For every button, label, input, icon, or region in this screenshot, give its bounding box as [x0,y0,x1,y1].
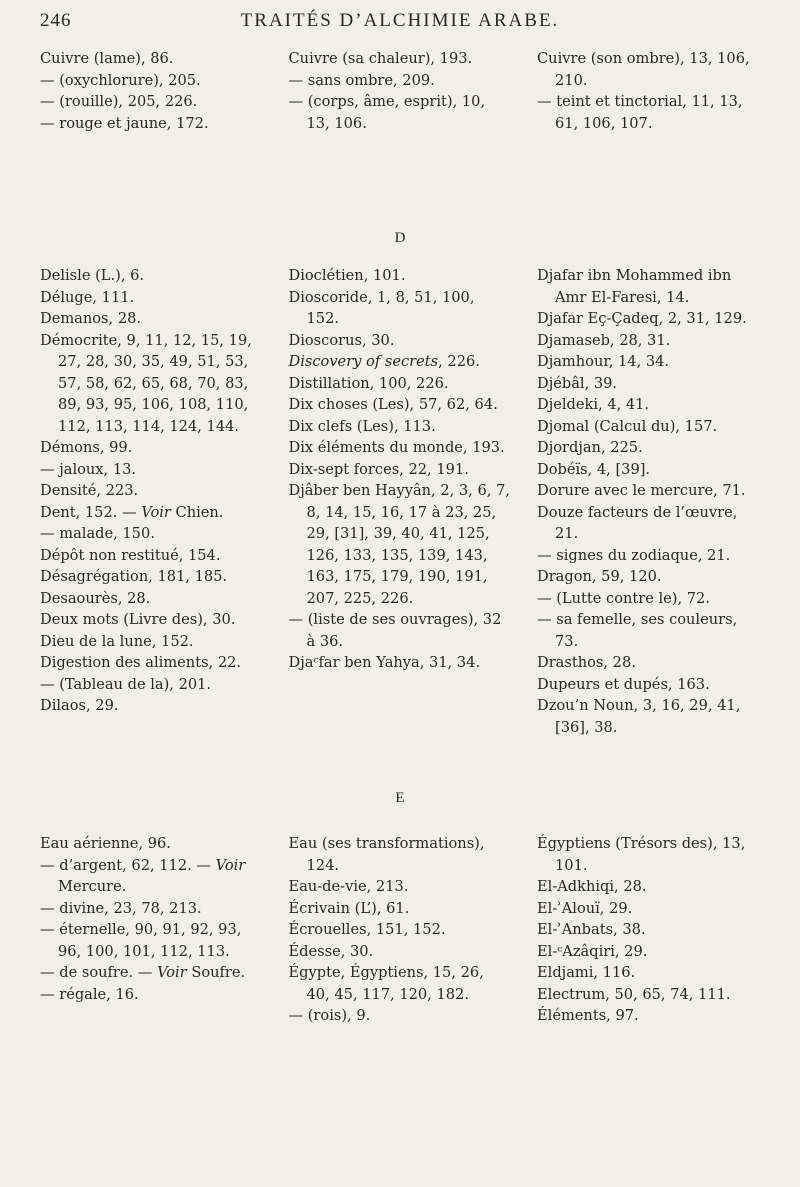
index-entry: — (rois), 9. [288,1007,371,1024]
index-entry: Digestion des aliments, 22. [40,654,242,671]
index-entry: Dioclétien, 101. [288,267,406,284]
index-entry: Dragon, 59, 120. [537,568,662,585]
section-c-continuation [40,48,760,134]
index-entry: Égyptiens (Trésors des), 13, 101. [537,835,746,874]
index-entry: Dent, 152. — Voir Chien. [40,503,224,521]
index-entry: Densité, 223. [40,482,139,499]
c-column-3 [537,48,760,134]
index-entry: Demanos, 28. [40,310,142,327]
index-entry: Eau (ses transformations), 124. [288,835,485,874]
index-entry: Dix éléments du monde, 193. [288,439,505,456]
running-title: TRAITÉS D’ALCHIMIE ARABE. [240,10,560,31]
index-entry: Cuivre (son ombre), 13, 106, 210. [537,50,750,89]
section-letter-e: E [395,790,405,806]
index-entry: — divine, 23, 78, 213. [40,899,202,917]
index-entry: Dupeurs et dupés, 163. [537,675,710,693]
section-e [40,790,760,1027]
e-column-3 [537,833,760,1027]
index-entry: Djaᶜfar ben Yahya, 31, 34. [288,654,481,671]
index-entry: Désagrégation, 181, 185. [40,568,228,585]
index-entry: Distillation, 100, 226. [288,374,449,392]
index-entry: Dix choses (Les), 57, 62, 64. [288,396,498,413]
index-entry: — (liste de ses ouvrages), 32 à 36. [288,611,502,650]
e-column-1 [40,833,263,1027]
index-entry: Djafar ibn Mohammed ibn Amr El-Faresi, 14. [537,267,732,306]
section-d [40,230,760,738]
index-entry: Dobéïs, 4, [39]. [537,460,651,478]
section-letter-d: D [394,230,406,246]
index-entry: El-ʾAnbats, 38. [537,921,646,938]
index-entry: Delisle (L.), 6. [40,267,145,284]
index-entry: — (corps, âme, esprit), 10, 13, 106. [288,93,486,132]
index-entry: Dilaos, 29. [40,697,119,714]
index-entry: — rouge et jaune, 172. [40,114,209,132]
index-entry: Douze facteurs de l’œuvre, 21. [537,503,738,542]
index-entry: Déluge, 111. [40,288,135,306]
index-entry: — sans ombre, 209. [288,71,435,89]
index-entry: — d’argent, 62, 112. — Voir Mercure. [40,856,246,895]
index-entry: Écrouelles, 151, 152. [288,921,446,938]
index-entry: Démocrite, 9, 11, 12, 15, 19, 27, 28, 30, 35, 49, 51, 53, 57, 58, 62, 65, 68, 70, 83, 89, 93, 95, 106, 108, 110, 112, 113, 114, 124, 144. [40,331,252,435]
index-entry: — signes du zodiaque, 21. [537,546,731,564]
index-entry: Drasthos, 28. [537,654,636,671]
index-entry: Eldjami, 116. [537,964,636,981]
index-entry: Electrum, 50, 65, 74, 111. [537,985,731,1003]
index-entry: Djébâl, 39. [537,374,618,392]
c-column-1 [40,48,263,134]
index-entry: — (Tableau de la), 201. [40,675,212,693]
index-entry: El-ʾAlouï, 29. [537,899,633,917]
index-entry: — régale, 16. [40,985,139,1003]
index-entry: Cuivre (sa chaleur), 193. [288,50,473,67]
index-entry: — (Lutte contre le), 72. [537,589,710,607]
index-entry: Éléments, 97. [537,1007,639,1024]
index-entry: Djafar Eç-Çadeq, 2, 31, 129. [537,310,747,327]
running-header [40,10,760,32]
index-entry: Djamhour, 14, 34. [537,353,670,370]
d-column-3 [537,265,760,738]
index-entry: Édesse, 30. [288,942,374,960]
index-entry: Djordjan, 225. [537,439,643,456]
index-entry: Djomal (Calcul du), 157. [537,417,718,435]
index-entry: El-Adkhiqi, 28. [537,878,647,895]
index-entry: — de soufre. — Voir Soufre. [40,964,246,981]
d-column-1 [40,265,263,738]
index-entry: Dorure avec le mercure, 71. [537,482,746,499]
index-entry: Eau aérienne, 96. [40,835,171,852]
index-entry: — éternelle, 90, 91, 92, 93, 96, 100, 101, 112, 113. [40,921,242,960]
index-entry: Dieu de la lune, 152. [40,632,194,650]
index-entry: Desaourès, 28. [40,589,151,607]
index-entry: Écrivain (L’), 61. [288,899,410,917]
index-entry: Djâber ben Hayyân, 2, 3, 6, 7, 8, 14, 15, 16, 17 à 23, 25, 29, [31], 39, 40, 41, 125, 126, 133, 135, 139, 143, 163, 175, 179, 190, 191, 207, 225, 226. [288,482,510,607]
index-entry: Eau-de-vie, 213. [288,878,409,895]
c-column-2 [289,48,512,134]
index-entry: Djeldeki, 4, 41. [537,396,650,413]
index-entry: Djamaseb, 28, 31. [537,331,671,349]
index-entry: Dix-sept forces, 22, 191. [288,460,469,478]
e-column-2 [289,833,512,1027]
index-entry: — teint et tinctorial, 11, 13, 61, 106, 107. [537,93,743,132]
index-entry: Cuivre (lame), 86. [40,50,174,67]
index-entry: — sa femelle, ses couleurs, 73. [537,611,738,650]
index-entry: Égypte, Égyptiens, 15, 26, 40, 45, 117, 120, 182. [288,964,484,1003]
index-entry: — jaloux, 13. [40,460,137,478]
index-entry: Démons, 99. [40,439,133,456]
index-entry: — malade, 150. [40,525,155,542]
index-entry: Dioscoride, 1, 8, 51, 100, 152. [288,288,475,327]
index-entry: — (rouille), 205, 226. [40,93,198,110]
index-entry: Dix clefs (Les), 113. [288,417,436,435]
index-entry: Dépôt non restitué, 154. [40,546,221,564]
index-entry: — (oxychlorure), 205. [40,71,201,89]
index-entry: El-ᶜAzâqiri, 29. [537,942,648,960]
page-number: 246 [40,10,72,31]
index-entry: Dzou’n Noun, 3, 16, 29, 41, [36], 38. [537,697,741,736]
index-entry: Dioscorus, 30. [288,331,395,349]
d-column-2 [289,265,512,738]
index-entry: Discovery of secrets, 226. [288,353,480,370]
index-entry: Deux mots (Livre des), 30. [40,611,236,628]
